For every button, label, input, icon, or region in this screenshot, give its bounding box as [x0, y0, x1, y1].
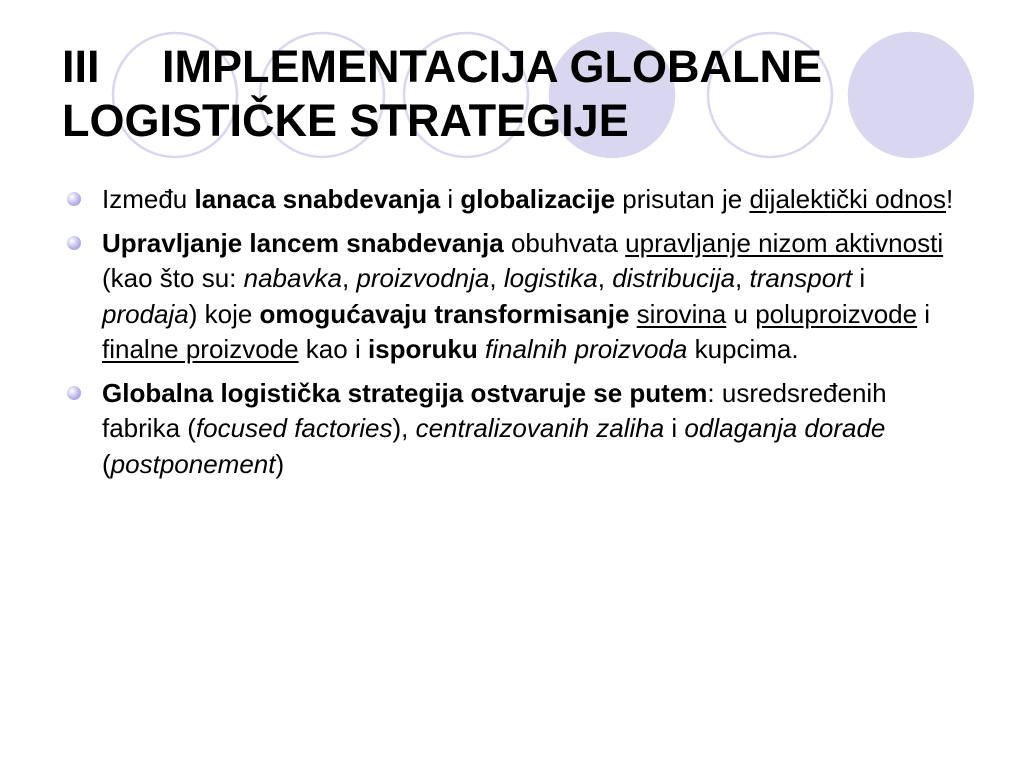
bullet-segment: finalne proizvode — [102, 334, 299, 364]
bullet-dot-icon — [67, 236, 81, 250]
bullet-segment: globalizacije — [460, 184, 616, 214]
bullet-segment: ! — [946, 184, 954, 214]
bullet-segment: transport — [749, 263, 853, 293]
title-line-1-text: IMPLEMENTACIJA GLOBALNE — [162, 41, 822, 92]
bullet-text — [102, 378, 887, 479]
bullet-segment: Upravljanje lancem snabdevanja — [102, 227, 504, 258]
bullet-segment: upravljanje nizom aktivnosti — [625, 227, 944, 258]
bullet-segment: ), — [392, 413, 416, 443]
bullet-segment: kao i — [298, 334, 368, 364]
bullet-dot-icon — [67, 386, 81, 400]
bullet-segment: prodaja — [102, 298, 189, 329]
bullet-segment: , — [735, 263, 750, 293]
bullet-segment: postponement — [110, 448, 276, 479]
bullet-segment: (kao što su: — [102, 263, 244, 293]
bullet-segment: lanaca snabdevanja — [194, 184, 441, 214]
bullet-segment: i — [664, 413, 685, 443]
bullet-segment: u — [726, 298, 756, 329]
bullet-item — [66, 182, 966, 218]
bullet-text — [102, 228, 943, 365]
bullet-segment: dijalektički odnos — [749, 184, 946, 214]
bullet-dot-icon — [67, 192, 81, 206]
bullet-segment: proizvodnja — [356, 263, 490, 293]
title-line-1 — [62, 40, 1002, 94]
bullet-segment: focused factories — [195, 413, 393, 443]
bullet-text — [102, 184, 953, 214]
bullet-segment: distribucija — [612, 263, 736, 293]
bullet-segment: isporuku — [367, 334, 478, 364]
bullet-list — [66, 182, 966, 490]
bullet-segment: obuhvata — [503, 227, 626, 258]
bullet-segment: , — [489, 263, 504, 293]
bullet-segment: sirovina — [636, 298, 727, 329]
bullet-segment: odlaganja dorade — [684, 413, 886, 443]
bullet-segment: i — [852, 263, 866, 293]
bullet-segment: centralizovanih zaliha — [415, 413, 665, 443]
bullet-segment: Globalna logistička strategija ostvaruje se putem — [102, 377, 708, 408]
bullet-segment: ) — [275, 448, 285, 479]
bullet-item — [66, 376, 966, 483]
title-number: III — [62, 41, 100, 92]
title-line-2: LOGISTIČKE STRATEGIJE — [62, 95, 629, 146]
bullet-segment: i — [440, 184, 461, 214]
bullet-segment: omogućavaju transformisanje — [259, 298, 630, 329]
bullet-segment: kupcima. — [687, 334, 799, 364]
bullet-segment: nabavka — [243, 263, 342, 293]
bullet-segment: poluproizvode — [755, 298, 918, 329]
bullet-segment: logistika — [503, 263, 598, 293]
bullet-item — [66, 226, 966, 368]
slide-title — [62, 40, 1002, 148]
bullet-segment: Između — [102, 184, 195, 214]
bullet-segment — [478, 334, 485, 364]
bullet-segment — [629, 299, 636, 329]
bullet-segment: , — [597, 263, 613, 293]
bullet-segment: ) koje — [188, 298, 260, 329]
bullet-segment: prisutan je — [615, 184, 750, 214]
bullet-segment: ( — [102, 448, 111, 479]
bullet-segment: , — [341, 263, 357, 293]
bullet-segment: i — [917, 298, 931, 329]
bullet-segment: : usredsređenih fabrika ( — [102, 377, 887, 443]
bullet-segment: finalnih proizvoda — [484, 334, 688, 364]
